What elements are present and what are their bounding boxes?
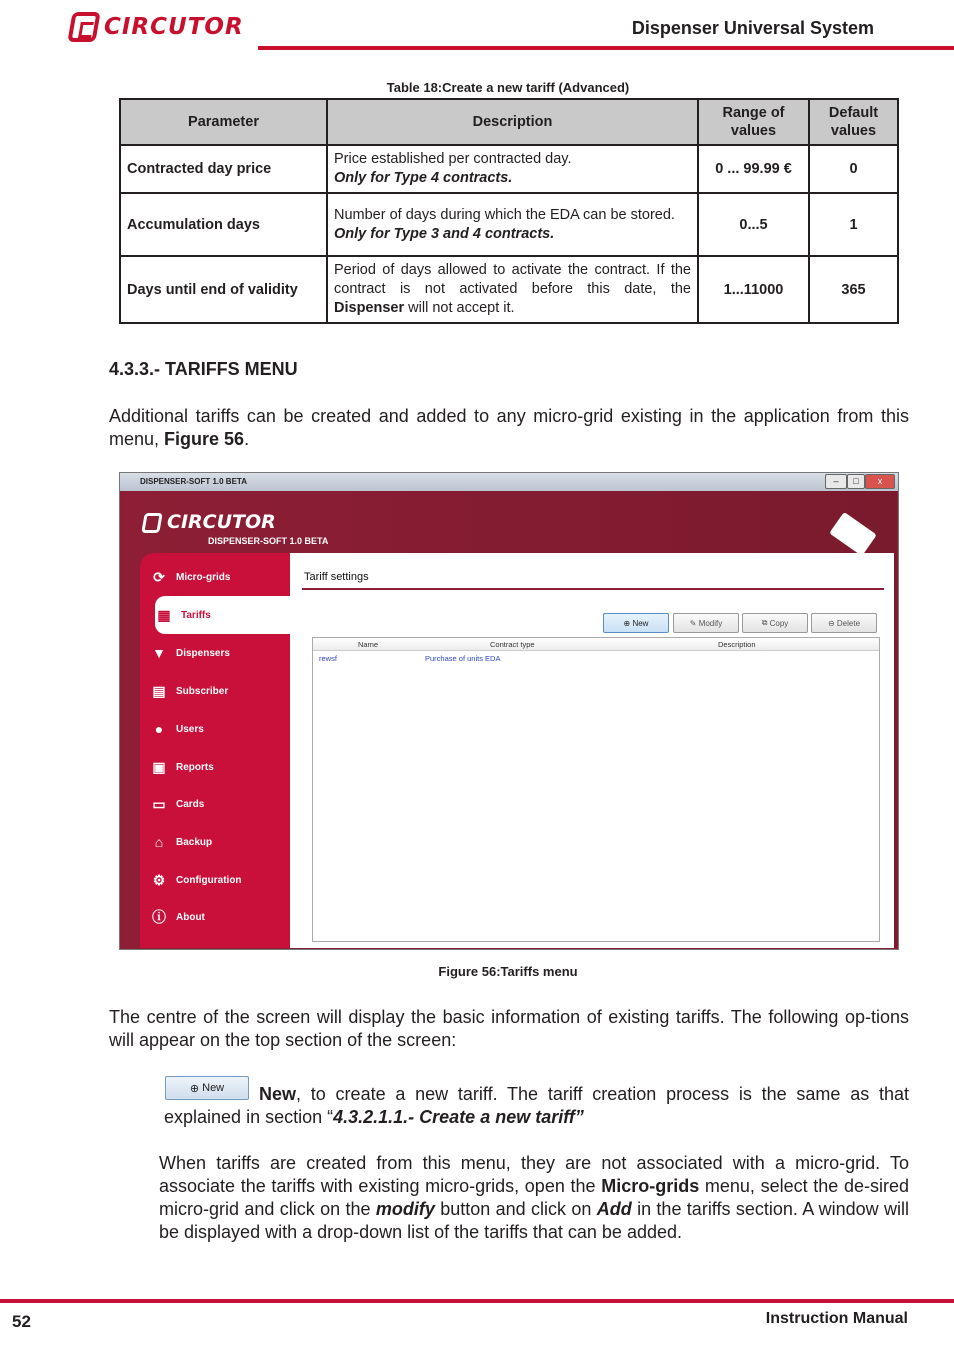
text-segment: When tariffs are created from this menu, they are not associated with a micro-grid. To associate the tariffs with existing micro-grids, open the [159,1153,909,1196]
table-caption: Table 18:Create a new tariff (Advanced) [386,80,630,95]
footer-title: Instruction Manual [765,1310,908,1327]
backup-icon: ⌂ [154,834,164,850]
button-reference: modify [375,1199,435,1219]
default-cell: 365 [809,256,898,323]
description-text-end: will not accept it. [404,300,515,316]
table-row [120,193,898,256]
panel-title: Tariff settings [304,571,369,583]
section-heading: 4.3.3.- TARIFFS MENU [109,359,298,379]
document-title: Dispenser Universal System [631,18,874,38]
sidebar [140,553,290,948]
app-body [123,491,897,948]
sidebar-item-about[interactable] [150,905,205,929]
column-header: Parameter [120,99,327,145]
gear-icon: ⚙ [152,872,166,888]
range-cell: 1...11000 [698,256,809,323]
tariff-parameters-table [119,98,899,324]
calendar-icon: ▦ [157,607,171,623]
sidebar-item-users[interactable] [150,717,204,741]
new-button-label: New [632,618,649,628]
column-header-description[interactable]: Description [718,640,756,649]
parameter-cell: Accumulation days [120,193,327,256]
table-header-row [120,99,898,145]
column-header: Range of values [698,99,809,145]
plus-icon: ⊕ [623,618,633,628]
minimize-button[interactable]: – [825,474,847,489]
sidebar-item-label: Subscriber [176,685,229,697]
description-note: Only for Type 3 and 4 contracts. [334,225,555,242]
figure-reference: Figure 56 [164,429,245,449]
new-option-term: New [259,1084,297,1104]
card-icon: ▭ [152,796,166,812]
pencil-icon: ✎ [689,618,699,628]
description-bold: Dispenser [334,300,405,316]
column-header-contract-type[interactable]: Contract type [490,640,535,649]
table-row[interactable] [313,652,879,664]
id-card-icon: ▤ [152,683,166,699]
new-option-text: , to create a new tariff. The tariff creation process is the same as that explained in section “ [164,1084,909,1127]
plus-icon: ⊕ [189,1082,203,1095]
new-option-paragraph [164,1083,909,1129]
sidebar-item-reports[interactable] [150,755,214,779]
description-note: Only for Type 4 contracts. [334,170,513,186]
range-cell: 0 ... 99.99 € [698,145,809,193]
intro-end: . [244,429,250,449]
footer-rule [0,1299,954,1303]
column-header: Description [327,99,698,145]
report-icon: ▣ [152,759,166,775]
button-reference: Add [596,1199,632,1219]
description-text: Period of days allowed to activate the contract. If the contract is not activated before this date, the [334,262,691,297]
circutor-logo-icon [141,513,163,533]
sidebar-item-tariffs[interactable] [155,596,290,634]
card-reader-icon [829,512,877,556]
text-segment: button and click on [434,1199,597,1219]
page-number: 52 [12,1312,31,1331]
sidebar-item-label: Dispensers [176,647,230,659]
tariff-name: rewsf [319,654,337,663]
intro-text: Additional tariffs can be created and added to any micro-grid existing in the application from this menu, [109,406,909,449]
description-cell [327,256,698,323]
sidebar-item-label: About [176,911,205,923]
modify-button-label: Modify [698,618,723,628]
sidebar-item-label: Reports [176,761,214,773]
sidebar-item-label: Cards [176,798,205,810]
body-paragraph-1: The centre of the screen will display the basic information of existing tariffs. The following op-tions will appear on the top section of the screen: [109,1007,909,1050]
sidebar-item-dispensers[interactable] [150,641,230,665]
sidebar-item-backup[interactable] [150,830,212,854]
minus-circle-icon: ⊖ [827,618,837,628]
table-row [120,256,898,323]
sidebar-item-configuration[interactable] [150,868,242,892]
new-button[interactable] [603,613,669,633]
grid-header [313,638,879,651]
user-icon: ● [154,721,164,737]
grid-icon: ⟳ [153,569,165,585]
sidebar-item-label: Micro-grids [176,571,231,583]
modify-button[interactable] [673,613,739,633]
funnel-icon: ▼ [152,645,166,661]
app-logo [143,511,276,533]
delete-button[interactable] [811,613,877,633]
window-titlebar [120,473,898,491]
body-paragraph-2 [159,1152,909,1244]
description-cell [327,145,698,193]
tariff-panel [290,553,894,948]
copy-button[interactable] [742,613,808,633]
description-text: Price established per contracted day. [334,151,572,167]
section-reference: 4.3.2.1.1.- Create a new tariff” [333,1107,584,1127]
tariff-grid [312,637,880,942]
text-segment: menu, select the de-sired micro-grid and click on the [159,1176,909,1219]
new-button-image-label: New [202,1082,225,1094]
circutor-logo [70,12,244,42]
maximize-button[interactable]: □ [847,474,865,489]
info-icon: ⓘ [152,909,166,925]
sidebar-item-micro-grids[interactable] [150,565,230,589]
copy-button-label: Copy [769,618,789,628]
intro-paragraph [109,405,909,451]
sidebar-item-label: Backup [176,836,213,848]
app-subtitle: DISPENSER-SOFT 1.0 BETA [208,536,329,546]
app-screenshot [119,472,899,950]
sidebar-item-cards[interactable] [150,792,204,816]
default-cell: 0 [809,145,898,193]
close-button[interactable]: x [865,474,895,489]
app-brand: CIRCUTOR [167,511,276,533]
column-header: Default values [809,99,898,145]
brand-name: CIRCUTOR [104,14,244,40]
default-cell: 1 [809,193,898,256]
description-cell [327,193,698,256]
parameter-cell: Contracted day price [120,145,327,193]
text-segment: in the tariffs section. A window will be displayed with a drop-down list of the tariffs that can be added. [159,1199,909,1242]
range-cell: 0...5 [698,193,809,256]
table-row [120,145,898,193]
parameter-cell: Days until end of validity [120,256,327,323]
menu-reference: Micro-grids [601,1176,700,1196]
delete-button-label: Delete [836,618,861,628]
circutor-logo-icon [67,12,100,42]
sidebar-item-label: Tariffs [181,609,211,621]
panel-title-rule [302,588,884,590]
sidebar-item-label: Configuration [176,874,242,886]
copy-icon: ⧉ [761,618,770,627]
sidebar-item-label: Users [176,723,204,735]
window-title: DISPENSER-SOFT 1.0 BETA [140,477,247,486]
sidebar-item-subscriber[interactable] [150,679,228,703]
header-rule [258,46,954,50]
description-text: Number of days during which the EDA can be stored. [334,206,675,223]
column-header-name[interactable]: Name [358,640,379,649]
figure-caption: Figure 56:Tariffs menu [438,964,578,979]
tariff-contract-type: Purchase of units EDA [425,654,501,663]
